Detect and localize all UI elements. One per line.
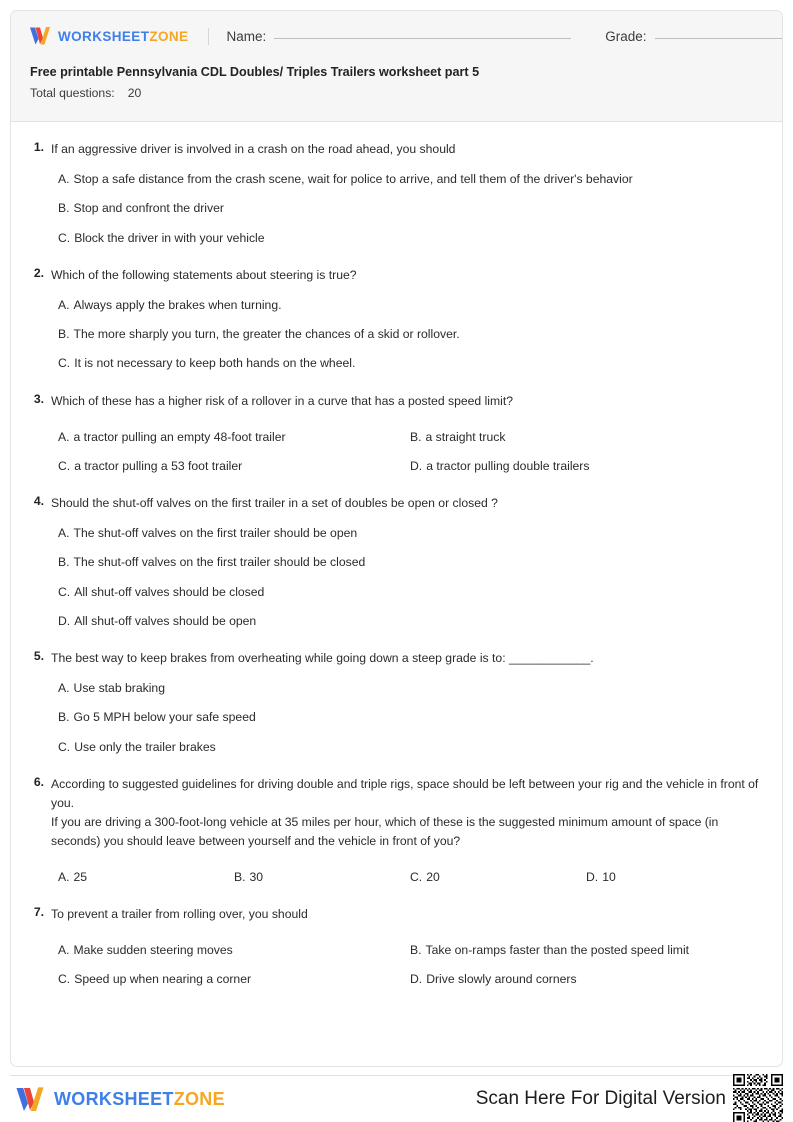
answer-option[interactable]	[410, 941, 762, 959]
header-identity-row	[11, 11, 782, 61]
grade-field	[605, 29, 783, 44]
answer-option[interactable]	[58, 457, 410, 475]
answer-option-letter: A.	[58, 869, 70, 884]
brand-logo	[29, 26, 188, 46]
answer-option[interactable]	[58, 296, 762, 314]
answer-option-text: Make sudden steering moves	[73, 942, 233, 957]
question-head	[30, 775, 762, 851]
question-stem-line: According to suggested guidelines for driving double and triple rigs, space should be left between your rig and the vehicle in front of you.	[51, 776, 759, 810]
answer-option-letter: C.	[58, 584, 71, 599]
answer-option[interactable]	[410, 868, 586, 886]
worksheet-header	[11, 11, 782, 122]
answer-options	[30, 170, 762, 247]
question-head	[30, 905, 762, 924]
answer-option[interactable]	[58, 325, 762, 343]
answer-option-letter: B.	[58, 201, 70, 216]
answer-option-letter: A.	[58, 526, 70, 540]
question-number: 1.	[33, 140, 44, 154]
brand-logo-text	[58, 29, 188, 44]
worksheet-zone-logo-icon	[29, 26, 51, 46]
question-stem	[51, 649, 762, 668]
question-item	[30, 905, 762, 989]
question-stem-line: The best way to keep brakes from overheating while going down a steep grade is to: ____________.	[51, 651, 594, 666]
answer-option-letter: B.	[58, 555, 70, 570]
worksheet-zone-logo-icon	[15, 1086, 45, 1113]
answer-option-letter: C.	[58, 739, 71, 754]
answer-option-letter: C.	[410, 869, 423, 884]
answer-option-text: Use only the trailer brakes	[74, 739, 216, 754]
answer-option[interactable]	[58, 583, 762, 601]
answer-option-letter: A.	[58, 297, 70, 312]
answer-options	[30, 857, 762, 886]
worksheet-card	[10, 10, 783, 1067]
answer-option-text: Take on-ramps faster than the posted speed limit	[425, 942, 690, 957]
answer-option-letter: B.	[410, 942, 422, 957]
question-stem-line: Which of these has a higher risk of a rollover in a curve that has a posted speed limit?	[51, 393, 514, 408]
question-item	[30, 266, 762, 373]
question-head	[30, 392, 762, 411]
worksheet-footer	[10, 1075, 783, 1122]
question-head	[30, 494, 762, 513]
qr-code-icon[interactable]	[733, 1074, 783, 1122]
answer-option[interactable]	[58, 229, 762, 247]
answer-option-text: Drive slowly around corners	[426, 972, 577, 987]
question-stem	[51, 775, 762, 851]
answer-options	[30, 296, 762, 373]
answer-option-letter: C.	[58, 458, 71, 473]
answer-option[interactable]	[58, 612, 762, 630]
footer-brand-logo-word-1: WORKSHEET	[54, 1088, 174, 1109]
answer-option[interactable]	[234, 868, 410, 886]
question-item	[30, 775, 762, 886]
question-stem	[51, 905, 762, 924]
answer-option-text: a straight truck	[425, 429, 506, 444]
answer-option-text: 10	[602, 869, 616, 884]
questions-list	[11, 122, 782, 988]
name-field	[226, 29, 571, 44]
answer-option-text: It is not necessary to keep both hands on the wheel.	[74, 356, 356, 371]
footer-brand-logo-word-2: ZONE	[173, 1088, 225, 1109]
answer-option-text: All shut-off valves should be open	[74, 613, 257, 628]
question-item	[30, 494, 762, 630]
question-head	[30, 649, 762, 668]
question-stem	[51, 140, 762, 159]
answer-option-text: The more sharply you turn, the greater the chances of a skid or rollover.	[73, 327, 460, 341]
answer-option-letter: D.	[410, 458, 423, 473]
question-item	[30, 140, 762, 247]
grade-label: Grade:	[605, 28, 647, 44]
answer-option-text: The shut-off valves on the first trailer should be open	[73, 526, 358, 540]
question-stem-line: Which of the following statements about steering is true?	[51, 267, 357, 282]
total-questions	[30, 86, 762, 100]
answer-option[interactable]	[58, 428, 410, 446]
answer-option-text: 30	[249, 869, 264, 884]
question-stem-line: Should the shut-off valves on the first trailer in a set of doubles be open or closed ?	[51, 496, 498, 511]
answer-option-letter: B.	[234, 869, 246, 884]
answer-option-text: Use stab braking	[73, 681, 165, 696]
answer-option-text: Speed up when nearing a corner	[74, 972, 252, 987]
total-questions-label: Total questions:	[30, 86, 115, 100]
grade-input-line[interactable]	[655, 38, 783, 39]
answer-option-letter: A.	[58, 429, 70, 444]
answer-option-text: All shut-off valves should be closed	[74, 584, 265, 599]
scan-prompt-text: Scan Here For Digital Version	[475, 1088, 726, 1109]
brand-logo-word-2: ZONE	[149, 28, 189, 44]
answer-option-text: Always apply the brakes when turning.	[73, 297, 282, 312]
question-number: 3.	[33, 391, 44, 406]
answer-option-text: Stop and confront the driver	[73, 201, 224, 216]
name-input-line[interactable]	[274, 38, 571, 39]
question-stem	[51, 266, 762, 285]
answer-option-text: Block the driver in with your vehicle	[74, 230, 265, 245]
header-title-row	[11, 61, 782, 100]
answer-option[interactable]	[58, 354, 762, 372]
answer-option[interactable]	[58, 170, 762, 188]
answer-option-text: a tractor pulling an empty 48-foot trailer	[73, 429, 286, 444]
page-title: Free printable Pennsylvania CDL Doubles/ Triples Trailers worksheet part 5	[30, 65, 480, 79]
answer-option[interactable]	[58, 553, 762, 571]
answer-option-text: 20	[426, 869, 440, 884]
answer-option-letter: B.	[410, 429, 422, 444]
answer-option[interactable]	[58, 524, 762, 542]
answer-option-letter: A.	[58, 942, 70, 957]
answer-option[interactable]	[58, 941, 410, 959]
question-number: 6.	[33, 774, 44, 789]
answer-option[interactable]	[586, 868, 762, 886]
answer-option-letter: D.	[58, 613, 71, 628]
answer-option-text: Stop a safe distance from the crash scene, wait for police to arrive, and tell them of the driver's behavior	[73, 171, 633, 186]
question-number: 7.	[33, 904, 44, 919]
answer-option-letter: A.	[58, 681, 70, 696]
total-questions-value: 20	[127, 86, 142, 100]
answer-option-text: Go 5 MPH below your safe speed	[73, 710, 256, 725]
answer-option[interactable]	[58, 708, 762, 726]
answer-option-letter: C.	[58, 230, 71, 245]
answer-options	[30, 930, 762, 989]
question-number: 2.	[33, 265, 44, 280]
answer-option[interactable]	[58, 679, 762, 697]
answer-option-letter: B.	[58, 710, 70, 725]
answer-option-letter: B.	[58, 327, 70, 341]
question-head	[30, 266, 762, 285]
answer-options	[30, 417, 762, 476]
answer-option-letter: C.	[58, 972, 71, 987]
answer-option-letter: A.	[58, 171, 70, 186]
answer-options	[30, 524, 762, 630]
question-stem-line: To prevent a trailer from rolling over, you should	[51, 906, 308, 921]
question-head	[30, 140, 762, 159]
answer-option[interactable]	[58, 868, 234, 886]
answer-option-letter: D.	[586, 869, 599, 884]
answer-options	[30, 679, 762, 756]
answer-option[interactable]	[58, 199, 762, 217]
question-stem	[51, 494, 762, 513]
answer-option-text: a tractor pulling a 53 foot trailer	[74, 458, 243, 473]
footer-brand-logo	[15, 1086, 225, 1113]
answer-option[interactable]	[58, 970, 410, 988]
answer-option[interactable]	[410, 457, 762, 475]
footer-brand-logo-text	[54, 1089, 225, 1110]
answer-option[interactable]	[410, 970, 762, 988]
answer-option-text: a tractor pulling double trailers	[426, 458, 590, 473]
question-stem-line: If an aggressive driver is involved in a crash on the road ahead, you should	[51, 142, 456, 156]
answer-option-text: 25	[73, 869, 88, 884]
question-stem	[51, 392, 762, 411]
answer-option[interactable]	[58, 738, 762, 756]
answer-option-text: The shut-off valves on the first trailer should be closed	[73, 555, 366, 570]
question-number: 5.	[33, 649, 44, 664]
answer-option-letter: D.	[410, 972, 423, 987]
question-number: 4.	[33, 494, 44, 509]
answer-option[interactable]	[410, 428, 762, 446]
question-item	[30, 392, 762, 476]
answer-option-letter: C.	[58, 356, 71, 371]
question-stem-line: If you are driving a 300-foot-long vehicle at 35 miles per hour, which of these is the suggested minimum amount of space (in seconds) you should leave between yourself and the vehicle in front of you?	[51, 814, 719, 848]
name-label: Name:	[226, 28, 267, 44]
header-divider	[208, 28, 209, 45]
brand-logo-word-1: WORKSHEET	[58, 28, 150, 44]
question-item	[30, 649, 762, 756]
